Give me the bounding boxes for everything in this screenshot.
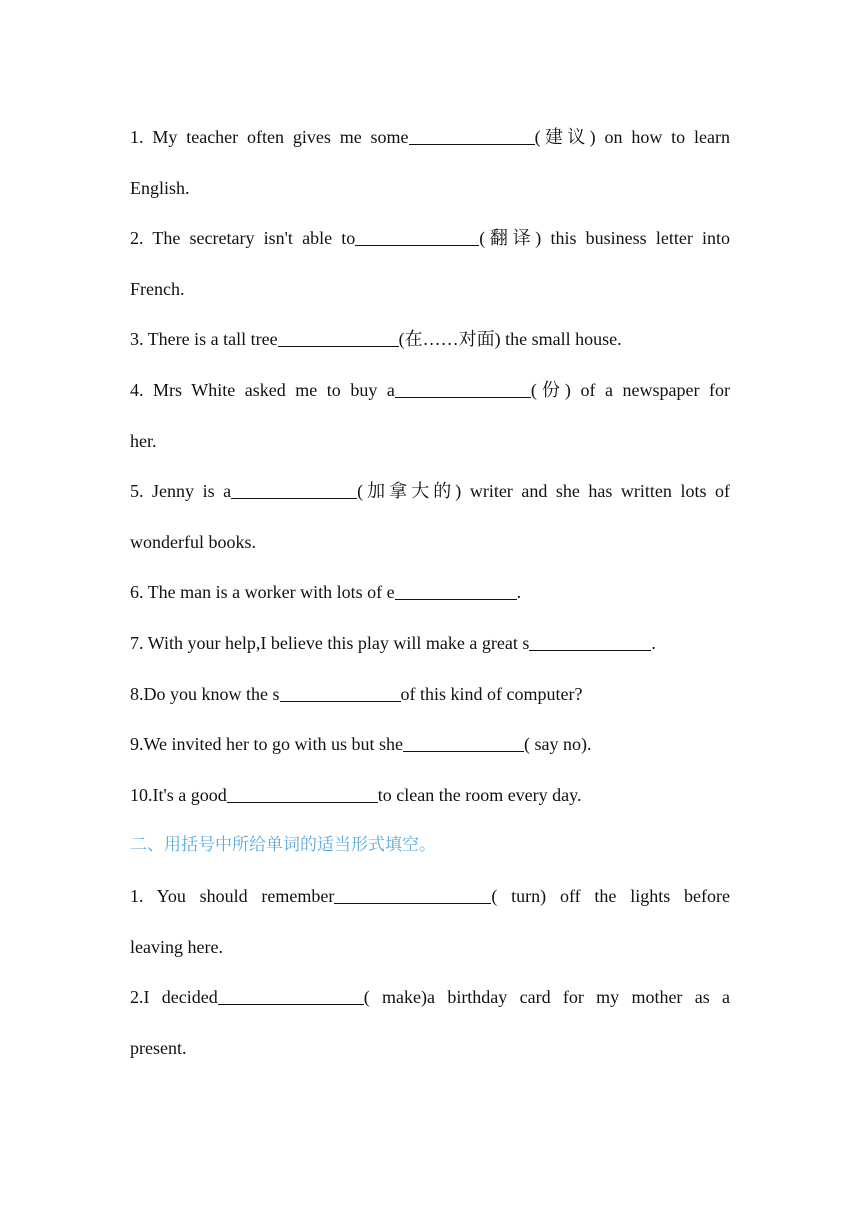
answer-blank[interactable] [403,750,524,752]
question-10: 10.It's a good to clean the room every day. [130,784,582,805]
answer-blank[interactable] [355,244,479,246]
answer-blank[interactable] [334,902,491,904]
answer-blank[interactable] [395,396,531,398]
worksheet [130,112,730,1073]
question-4-line-1: 4. Mrs White asked me to buy a (份) of a newspaper for [130,379,730,400]
question-5-line-2: wonderful books. [130,531,256,552]
answer-blank[interactable] [529,649,651,651]
answer-blank[interactable] [409,143,535,145]
question-1-line-1: 1. My teacher often gives me some (建议) on how to learn [130,127,730,147]
section-2-question-1-line-2: leaving here. [130,936,223,957]
question-2-line-2: French. [130,278,185,299]
question-3: 3. There is a tall tree (在……对面) the small house. [130,329,622,350]
question-2-line-1: 2. The secretary isn't able to (翻译) this business letter into [130,228,730,249]
question-5-line-1: 5. Jenny is a (加拿大的) writer and she has written lots of [130,481,730,502]
section-2-question-2-line-1: 2.I decided ( make)a birthday card for my mother as a [130,987,730,1008]
answer-blank[interactable] [227,801,378,803]
answer-blank[interactable] [278,345,399,347]
answer-blank[interactable] [280,700,401,702]
question-8: 8.Do you know the s of this kind of computer? [130,683,583,704]
section-2-question-1-line-1: 1. You should remember ( turn) off the lights before [130,885,730,906]
answer-blank[interactable] [231,497,357,499]
question-1-line-2: English. [130,177,190,198]
question-7: 7. With your help,I believe this play will make a great s . [130,632,656,653]
answer-blank[interactable] [395,598,517,600]
question-6: 6. The man is a worker with lots of e . [130,582,522,603]
question-9: 9.We invited her to go with us but she ( say no). [130,734,592,755]
section-2-heading: 二、用括号中所给单词的适当形式填空。 [130,835,436,856]
section-2-question-2-line-2: present. [130,1037,187,1058]
answer-blank[interactable] [218,1003,364,1005]
question-4-line-2: her. [130,430,157,451]
